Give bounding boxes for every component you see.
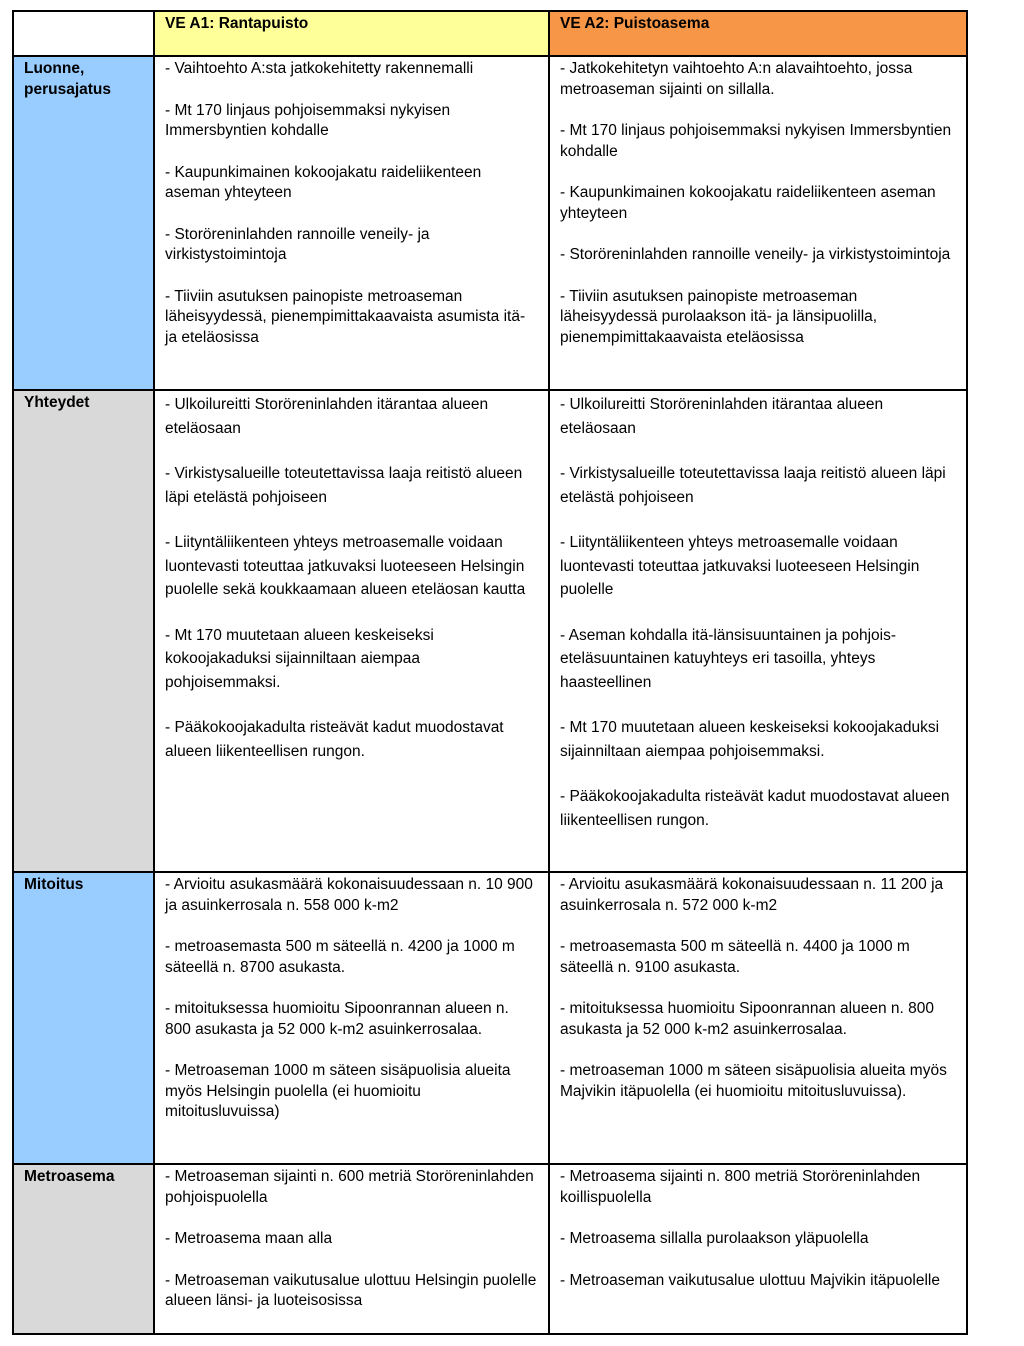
list-item: - Liityntäliikenteen yhteys metroasemalle voidaan luontevasti toteuttaa jatkuvaksi luoteeseen Helsingin puolelle sekä koukkaamaan alueen eteläosan kautta (165, 534, 526, 598)
list-item: - metroasemasta 500 m säteellä n. 4200 ja 1000 m säteellä n. 8700 asukasta. (165, 938, 515, 976)
cell-mitoitus-a2 (549, 872, 967, 1164)
list-item: - Metroasema maan alla (165, 1230, 333, 1247)
row-luonne (13, 56, 967, 390)
list-item: - Tiiviin asutuksen painopiste metroaseman läheisyydessä purolaakson itä- ja länsipuolilla, pienempimittakaavaista eteläosissa (560, 287, 878, 346)
list-item: - metroaseman 1000 m säteen sisäpuolisia alueita myös Majvikin itäpuolella (ei huomioitu mitoitusluvuissa). (560, 1062, 947, 1100)
row-label-mitoitus: Mitoitus (13, 872, 154, 1164)
cell-yhteydet-a1 (154, 390, 549, 872)
list-item: - Pääkokoojakadulta risteävät kadut muodostavat alueen liikenteellisen rungon. (560, 788, 950, 829)
row-label-yhteydet: Yhteydet (13, 390, 154, 872)
cell-mitoitus-a1 (154, 872, 549, 1164)
list-item: - Kaupunkimainen kokoojakatu raideliikenteen aseman yhteyteen (560, 184, 936, 222)
list-item: - Tiiviin asutuksen painopiste metroaseman läheisyydessä, pienempimittakaavaista asumista itä- ja eteläosissa (165, 287, 526, 346)
list-item: - Metroaseman vaikutusalue ulottuu Helsingin puolelle alueen länsi- ja luoteisosissa (165, 1271, 537, 1309)
list-item: - Arvioitu asukasmäärä kokonaisuudessaan n. 11 200 ja asuinkerrosala n. 572 000 k-m2 (560, 876, 944, 914)
list-item: - Virkistysalueille toteutettavissa laaja reitistö alueen läpi etelästä pohjoiseen (165, 465, 523, 506)
list-item: - metroasemasta 500 m säteellä n. 4400 ja 1000 m säteellä n. 9100 asukasta. (560, 938, 910, 976)
list-item: - Liityntäliikenteen yhteys metroasemalle voidaan luontevasti toteuttaa jatkuvaksi luoteeseen Helsingin puolelle (560, 534, 920, 598)
row-metroasema (13, 1164, 967, 1334)
list-item: - Arvioitu asukasmäärä kokonaisuudessaan n. 10 900 ja asuinkerrosala n. 558 000 k-m2 (165, 876, 533, 914)
header-empty-cell (13, 11, 154, 56)
list-item: - mitoituksessa huomioitu Sipoonrannan alueen n. 800 asukasta ja 52 000 k-m2 asuinkerrosalaa. (560, 1000, 934, 1038)
header-row (13, 11, 967, 56)
row-yhteydet (13, 390, 967, 872)
list-item: - Mt 170 muutetaan alueen keskeiseksi kokoojakaduksi sijainniltaan aiempaa pohjoisemmaksi. (165, 626, 434, 691)
list-item: - Vaihtoehto A:sta jatkokehitetty rakennemalli (165, 60, 474, 77)
header-ve-a2: VE A2: Puistoasema (549, 11, 967, 56)
list-item: - mitoituksessa huomioitu Sipoonrannan alueen n. 800 asukasta ja 52 000 k-m2 asuinkerrosalaa. (165, 1000, 509, 1038)
list-item: - Pääkokoojakadulta risteävät kadut muodostavat alueen liikenteellisen rungon. (165, 719, 504, 760)
cell-metroasema-a2 (549, 1164, 967, 1334)
list-item: - Metroaseman vaikutusalue ulottuu Majvikin itäpuolelle (560, 1271, 940, 1289)
list-item: - Metroasema sijainti n. 800 metriä Storöreninlahden koillispuolella (560, 1168, 921, 1206)
cell-luonne-a2 (549, 56, 967, 390)
list-item: - Ulkoilureitti Storöreninlahden itärantaa alueen eteläosaan (165, 396, 489, 437)
comparison-table (12, 10, 968, 1335)
row-label-metroasema: Metroasema (13, 1164, 154, 1334)
list-item: - Jatkokehitetyn vaihtoehto A:n alavaihtoehto, jossa metroaseman sijainti on sillalla. (560, 60, 913, 98)
list-item: - Mt 170 muutetaan alueen keskeiseksi kokoojakaduksi sijainniltaan aiempaa pohjoisemmaksi. (560, 719, 940, 760)
list-item: - Metroaseman sijainti n. 600 metriä Storöreninlahden pohjoispuolella (165, 1168, 534, 1206)
list-item: - Mt 170 linjaus pohjoisemmaksi nykyisen Immersbyntien kohdalle (165, 101, 451, 139)
list-item: - Mt 170 linjaus pohjoisemmaksi nykyisen Immersbyntien kohdalle (560, 122, 952, 160)
list-item: - Storöreninlahden rannoille veneily- ja virkistystoimintoja (165, 225, 430, 263)
list-item: - Kaupunkimainen kokoojakatu raideliikenteen aseman yhteyteen (165, 163, 482, 201)
list-item: - Storöreninlahden rannoille veneily- ja virkistystoimintoja (560, 246, 951, 263)
cell-metroasema-a1 (154, 1164, 549, 1334)
list-item: - Aseman kohdalla itä-länsisuuntainen ja pohjois-eteläsuuntainen katuyhteys eri tasoilla, yhteys haasteellinen (560, 626, 897, 691)
cell-yhteydet-a2 (549, 390, 967, 872)
list-item: - Virkistysalueille toteutettavissa laaja reitistö alueen läpi etelästä pohjoiseen (560, 465, 946, 506)
row-label-luonne: Luonne, perusajatus (13, 56, 154, 390)
list-item: - Ulkoilureitti Storöreninlahden itärantaa alueen eteläosaan (560, 396, 884, 437)
list-item: - Metroaseman 1000 m säteen sisäpuolisia alueita myös Helsingin puolella (ei huomioitu mitoitusluvuissa) (165, 1062, 511, 1120)
list-item: - Metroasema sillalla purolaakson yläpuolella (560, 1230, 869, 1247)
header-ve-a1: VE A1: Rantapuisto (154, 11, 549, 56)
cell-luonne-a1 (154, 56, 549, 390)
row-mitoitus (13, 872, 967, 1164)
